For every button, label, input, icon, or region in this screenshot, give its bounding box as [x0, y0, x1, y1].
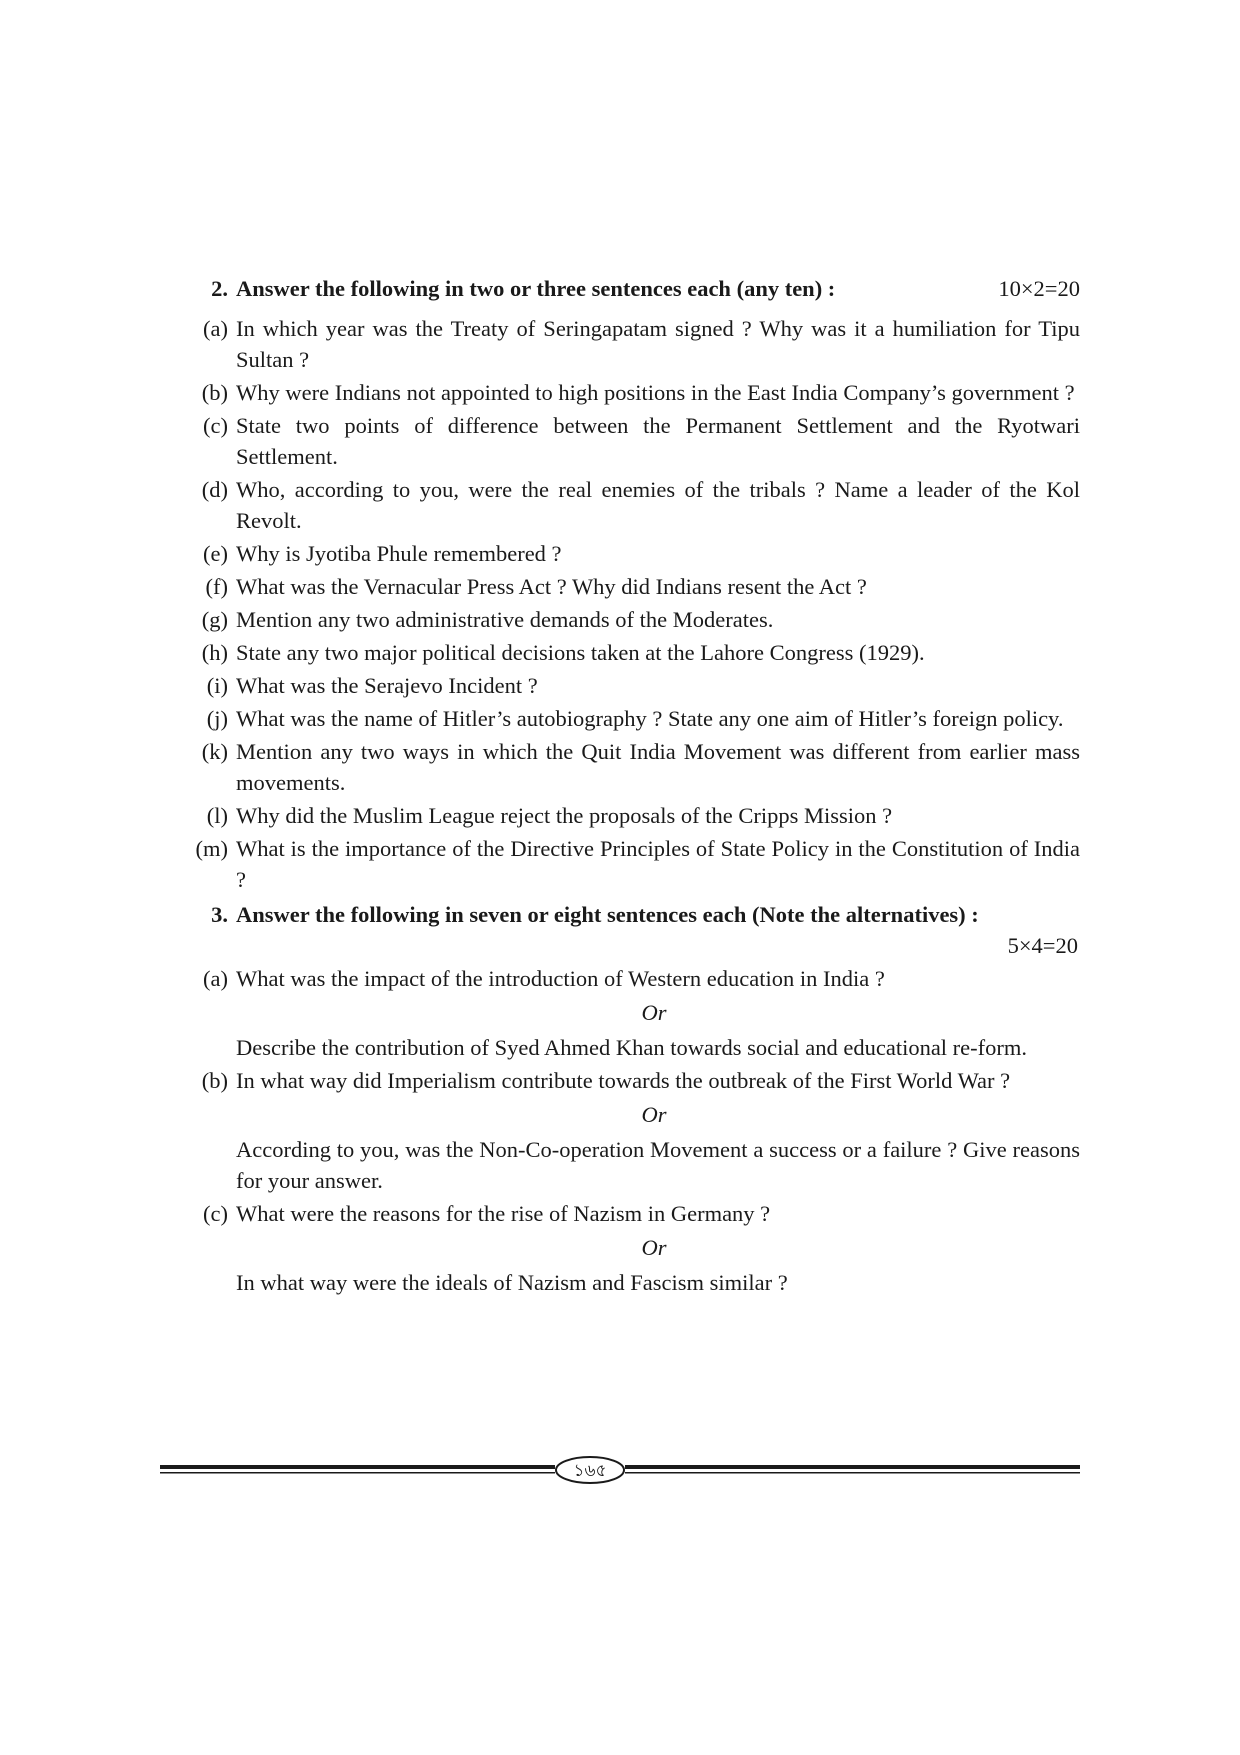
question-number: 2. — [211, 276, 228, 301]
item-text: In which year was the Treaty of Seringapatam signed ? Why was it a humiliation for Tipu Sultan ? — [236, 316, 1080, 372]
question-marks: 10×2=20 — [998, 276, 1080, 301]
item-text: What was the Serajevo Incident ? — [236, 673, 538, 698]
item-text: In what way did Imperialism contribute towards the outbreak of the First World War ? — [236, 1068, 1011, 1093]
or-separator: Or — [641, 1000, 667, 1025]
item-label: (b) — [201, 380, 228, 405]
question-item — [180, 377, 1080, 408]
question-3-heading — [180, 899, 1080, 931]
question-item — [180, 1065, 1080, 1096]
item-text: What was the Vernacular Press Act ? Why did Indians resent the Act ? — [236, 574, 867, 599]
question-item — [180, 963, 1080, 994]
question-item — [180, 833, 1080, 895]
footer-rule-left-thick — [160, 1465, 555, 1469]
question-item — [180, 571, 1080, 602]
item-label: (m) — [195, 836, 228, 861]
footer-rule-left-thin — [160, 1472, 555, 1474]
item-label: (i) — [206, 673, 228, 698]
item-label: (d) — [201, 477, 228, 502]
question-item — [180, 800, 1080, 831]
item-text: What was the name of Hitler’s autobiography ? State any one aim of Hitler’s foreign policy. — [236, 706, 1064, 731]
item-label: (e) — [203, 541, 228, 566]
footer-rule-right-thick — [625, 1465, 1080, 1469]
alternative-text: According to you, was the Non-Co-operation Movement a success or a failure ? Give reasons for your answer. — [236, 1137, 1080, 1193]
item-label: (k) — [201, 739, 228, 764]
item-text: State any two major political decisions taken at the Lahore Congress (1929). — [236, 640, 925, 665]
question-item — [180, 736, 1080, 798]
item-label: (c) — [203, 413, 228, 438]
item-label: (j) — [206, 706, 228, 731]
spacer — [180, 305, 1080, 311]
page-number: ১৬৫ — [573, 1461, 607, 1481]
item-text: What is the importance of the Directive Principles of State Policy in the Constitution of India ? — [236, 836, 1080, 892]
question-item — [180, 474, 1080, 536]
item-label: (a) — [203, 966, 228, 991]
question-title: Answer the following in seven or eight sentences each (Note the alternatives) : — [236, 902, 979, 927]
question-marks: 5×4=20 — [1007, 933, 1078, 958]
item-text: What were the reasons for the rise of Nazism in Germany ? — [236, 1201, 771, 1226]
question-item — [180, 410, 1080, 472]
alternative-text: Describe the contribution of Syed Ahmed Khan towards social and educational re-form. — [236, 1035, 1028, 1060]
item-text: Mention any two administrative demands of the Moderates. — [236, 607, 774, 632]
item-label: (g) — [201, 607, 228, 632]
item-label: (l) — [206, 803, 228, 828]
question-number: 3. — [211, 902, 228, 927]
item-label: (c) — [203, 1201, 228, 1226]
footer-rule-right-thin — [625, 1472, 1080, 1474]
item-text: Who, according to you, were the real enemies of the tribals ? Name a leader of the Kol Revolt. — [236, 477, 1080, 533]
question-item — [180, 637, 1080, 668]
item-text: State two points of difference between the Permanent Settlement and the Ryotwari Settlement. — [236, 413, 1080, 469]
item-label: (h) — [201, 640, 228, 665]
item-text: Mention any two ways in which the Quit India Movement was different from earlier mass movements. — [236, 739, 1080, 795]
or-separator: Or — [641, 1102, 667, 1127]
alternative-text: In what way were the ideals of Nazism and Fascism similar ? — [236, 1270, 788, 1295]
or-separator: Or — [641, 1235, 667, 1260]
question-title: Answer the following in two or three sentences each (any ten) : — [236, 276, 836, 301]
item-text: Why is Jyotiba Phule remembered ? — [236, 541, 562, 566]
question-item — [180, 604, 1080, 635]
question-item — [180, 1198, 1080, 1229]
item-text: Why were Indians not appointed to high positions in the East India Company’s government ? — [236, 380, 1075, 405]
question-3-items — [180, 963, 1080, 1298]
item-label: (b) — [201, 1068, 228, 1093]
item-label: (a) — [203, 316, 228, 341]
item-text: What was the impact of the introduction of Western education in India ? — [236, 966, 885, 991]
item-text: Why did the Muslim League reject the proposals of the Cripps Mission ? — [236, 803, 893, 828]
item-label: (f) — [205, 574, 228, 599]
question-item — [180, 703, 1080, 734]
question-item — [180, 538, 1080, 569]
page-footer — [160, 1455, 1080, 1485]
page-content — [180, 273, 1080, 1300]
question-2-heading — [180, 273, 1080, 305]
question-item — [180, 670, 1080, 701]
question-2-items — [180, 313, 1080, 895]
question-item — [180, 313, 1080, 375]
